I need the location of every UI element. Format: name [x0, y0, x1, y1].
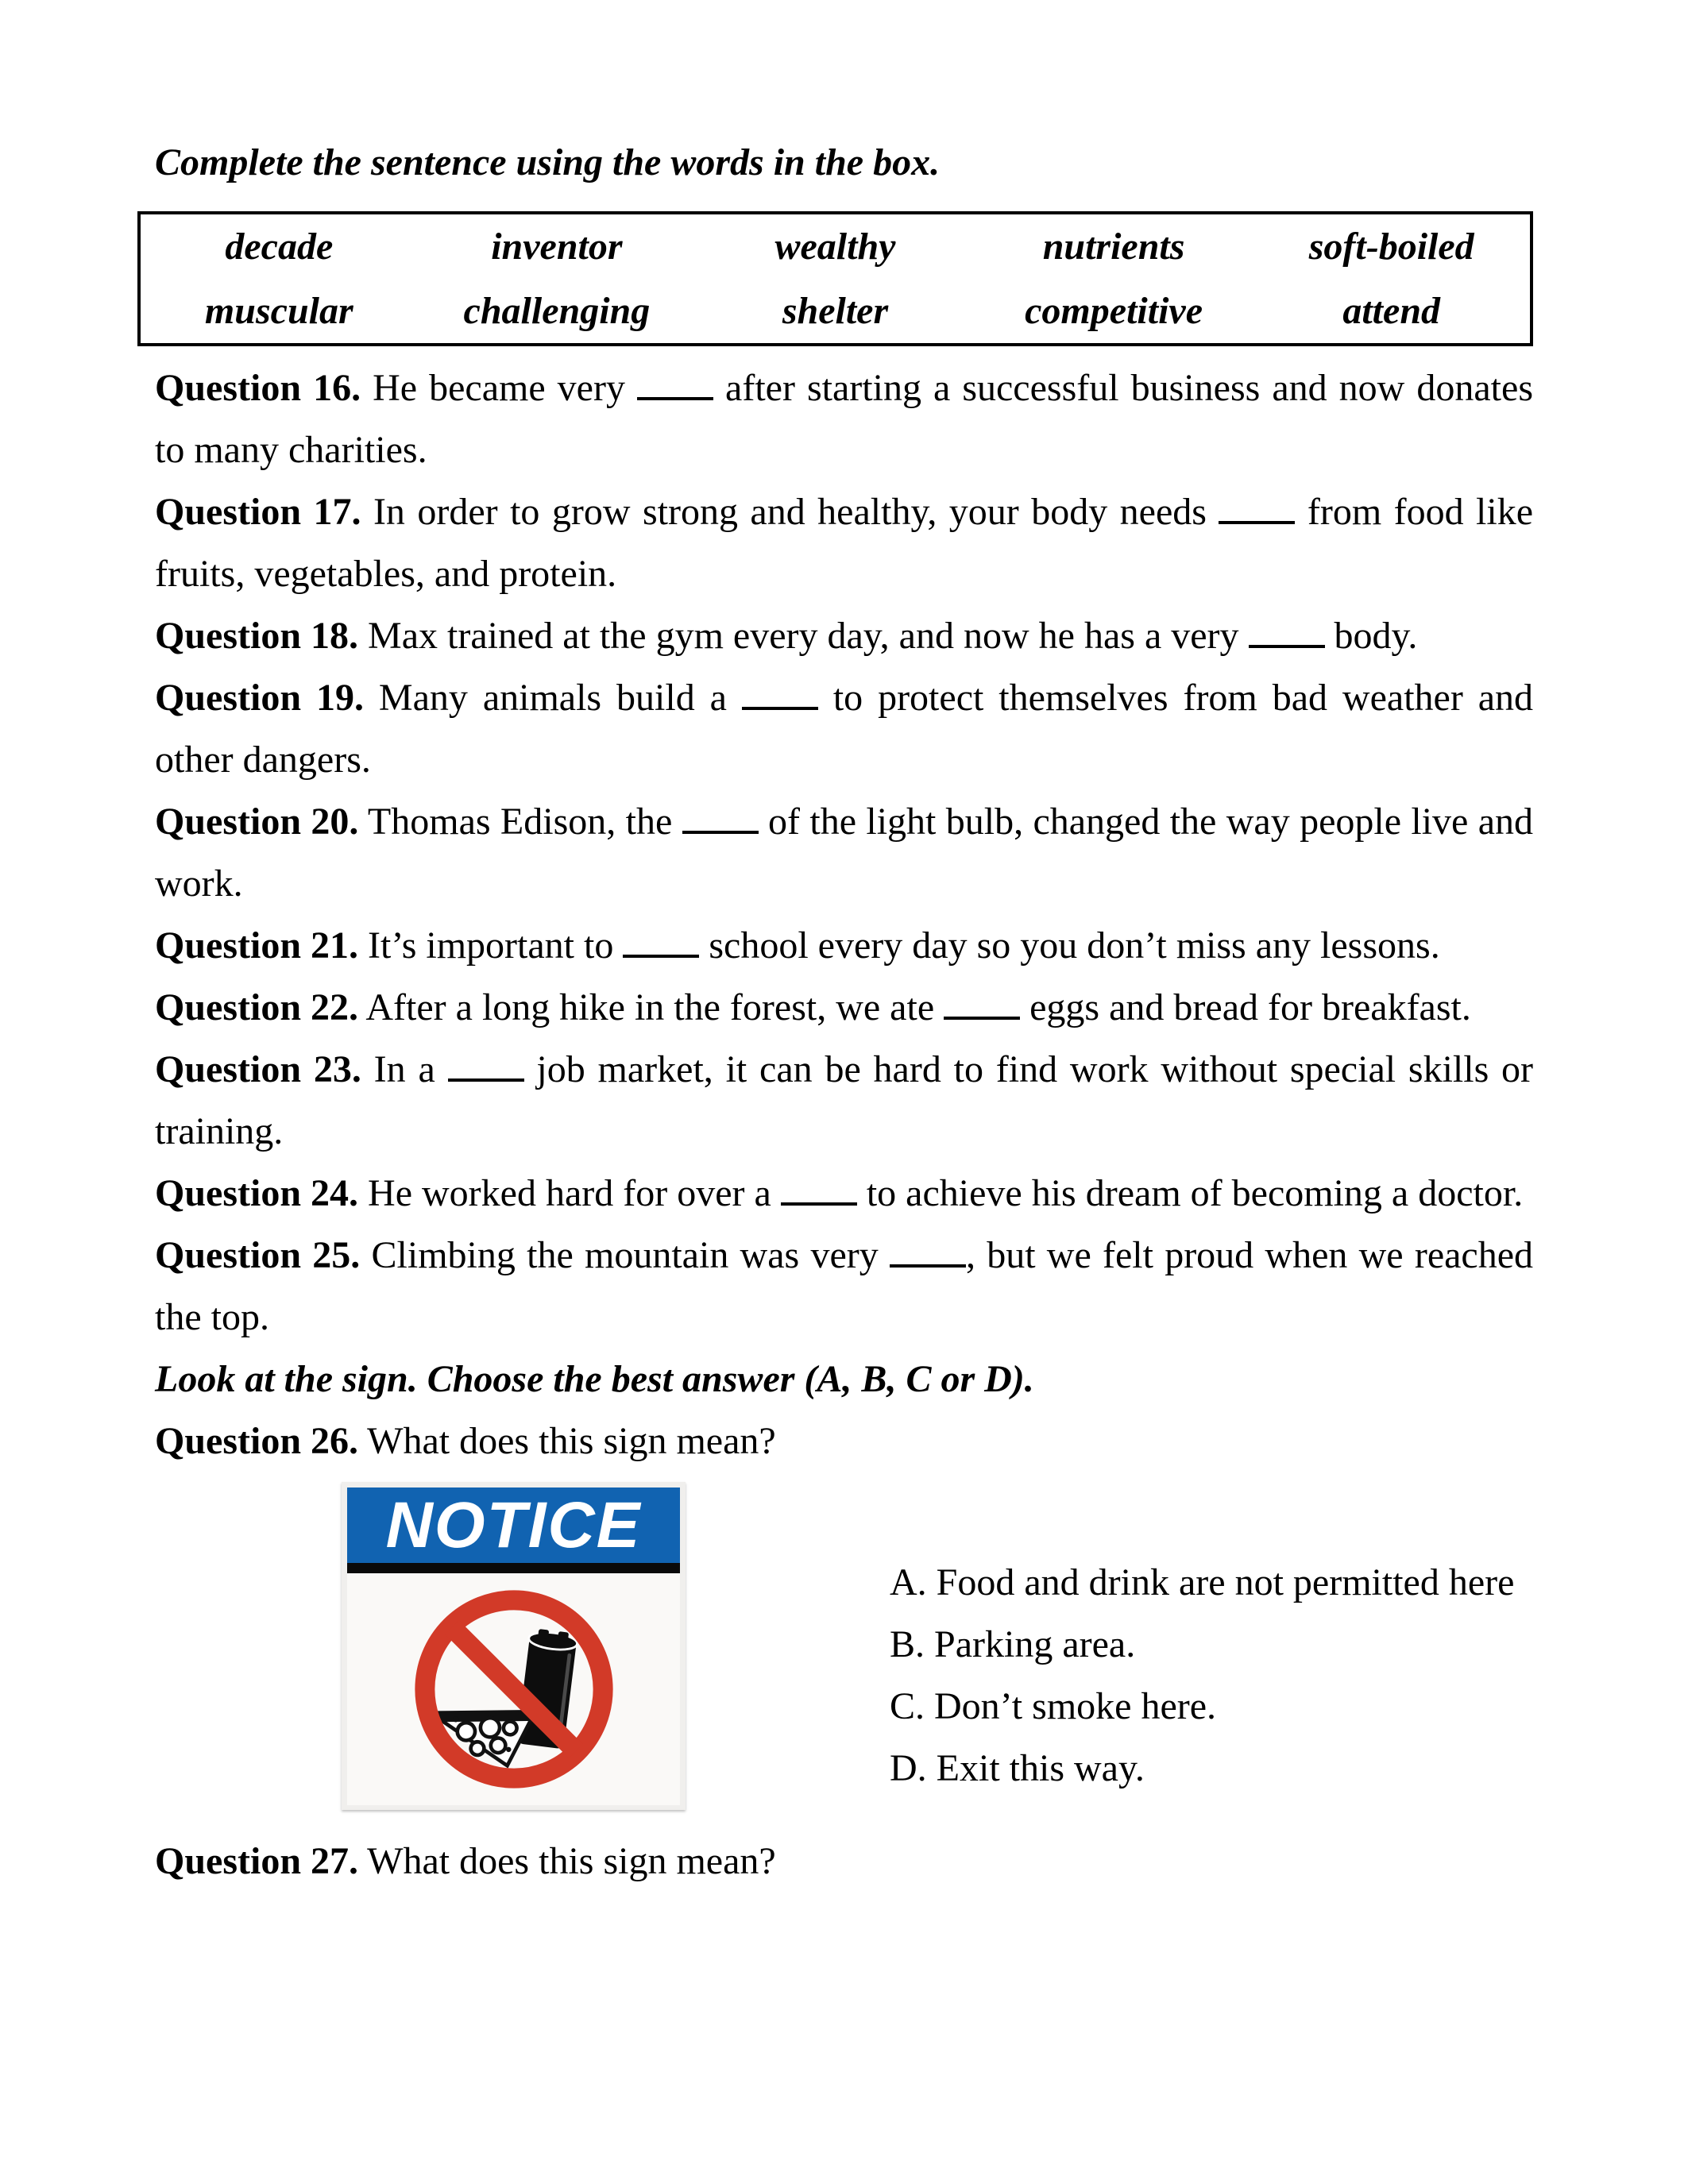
- question-label: Question 26.: [155, 1420, 359, 1462]
- question-paragraph: [155, 481, 1533, 605]
- question-label: Question 16.: [155, 367, 361, 409]
- section-heading-sign: Look at the sign. Choose the best answer (A, B, C or D).: [155, 1358, 1034, 1400]
- answer-blank: [1219, 486, 1295, 524]
- word-box-row: [139, 279, 1532, 345]
- question-label: Question 17.: [155, 491, 361, 533]
- answer-option: [890, 1738, 1514, 1800]
- question-text-after-blank: from food like fruits, vegetables, and protein.: [155, 491, 1534, 595]
- option-text: Food and drink are not permitted here: [936, 1561, 1515, 1603]
- answer-blank: [742, 672, 818, 710]
- question-26: [155, 1410, 1533, 1472]
- notice-sign-divider: [347, 1563, 680, 1573]
- question-text: What does this sign mean?: [367, 1420, 776, 1462]
- question-text: What does this sign mean?: [367, 1840, 776, 1882]
- answer-blank: [944, 982, 1020, 1020]
- question-text-after-blank: job market, it can be hard to find work without special skills or training.: [155, 1048, 1534, 1152]
- word-box-word: soft-boiled: [1308, 225, 1474, 268]
- question-text-after-blank: to achieve his dream of becoming a doctor.: [866, 1172, 1524, 1214]
- word-box-word: attend: [1342, 289, 1441, 332]
- question-text-before-blank: Max trained at the gym every day, and now he has a very: [368, 615, 1239, 657]
- word-box-word: muscular: [204, 289, 353, 332]
- question-text-before-blank: He became very: [373, 367, 625, 409]
- word-box-row: [139, 213, 1532, 279]
- option-letter: A.: [890, 1561, 927, 1603]
- question-text-after-blank: body.: [1334, 615, 1418, 657]
- option-text: Exit this way.: [936, 1747, 1145, 1789]
- question-label: Question 24.: [155, 1172, 359, 1214]
- question-text-after-blank: , but we felt proud when we reached the top.: [155, 1234, 1534, 1338]
- notice-sign-header: NOTICE: [347, 1488, 680, 1563]
- question-text-before-blank: After a long hike in the forest, we ate: [365, 986, 935, 1028]
- question-paragraph: [155, 977, 1533, 1039]
- question-paragraph: [155, 605, 1533, 667]
- question-text-before-blank: In a: [373, 1048, 435, 1090]
- fill-in-questions: [155, 357, 1533, 1349]
- question-paragraph: [155, 667, 1533, 791]
- question-27: [155, 1831, 1533, 1893]
- question-text-after-blank: after starting a successful business and now donates to many charities.: [155, 367, 1533, 471]
- word-box-word: competitive: [1025, 289, 1203, 332]
- question-label: Question 27.: [155, 1840, 359, 1882]
- question-paragraph: [155, 791, 1533, 915]
- question-text-before-blank: Thomas Edison, the: [367, 801, 673, 843]
- question-label: Question 18.: [155, 615, 359, 657]
- word-box-word: wealthy: [774, 225, 896, 268]
- answer-option: [890, 1676, 1514, 1738]
- question-paragraph: [155, 1163, 1533, 1225]
- word-box-word: decade: [225, 225, 334, 268]
- option-letter: C.: [890, 1685, 925, 1727]
- answer-blank: [781, 1167, 857, 1206]
- word-box-word: nutrients: [1042, 225, 1185, 268]
- question-text-after-blank: school every day so you don’t miss any lessons.: [709, 924, 1440, 967]
- question-text-after-blank: to protect themselves from bad weather and other dangers.: [155, 677, 1534, 781]
- question-label: Question 22.: [155, 986, 359, 1028]
- question-label: Question 21.: [155, 924, 359, 967]
- question-text-after-blank: of the light bulb, changed the way people live and work.: [155, 801, 1534, 905]
- answer-blank: [682, 796, 759, 834]
- notice-sign: [342, 1482, 686, 1810]
- question-paragraph: [155, 1039, 1533, 1163]
- answer-blank: [890, 1229, 966, 1268]
- option-text: Parking area.: [934, 1623, 1136, 1665]
- question-label: Question 23.: [155, 1048, 361, 1090]
- question-label: Question 25.: [155, 1234, 361, 1276]
- question-paragraph: [155, 357, 1533, 481]
- answer-blank: [1249, 610, 1325, 648]
- option-letter: B.: [890, 1623, 925, 1665]
- word-box-word: inventor: [491, 225, 623, 268]
- question-text-before-blank: In order to grow strong and healthy, your body needs: [373, 491, 1207, 533]
- option-letter: D.: [890, 1747, 927, 1789]
- answer-blank: [448, 1044, 524, 1082]
- question-label: Question 19.: [155, 677, 364, 719]
- question-paragraph: [155, 1225, 1533, 1349]
- word-box-word: challenging: [463, 289, 651, 332]
- word-box: [137, 211, 1533, 346]
- answer-blank: [623, 920, 699, 958]
- option-text: Don’t smoke here.: [934, 1685, 1217, 1727]
- question-label: Question 20.: [155, 801, 359, 843]
- answer-options: [890, 1482, 1514, 1800]
- question-text-before-blank: It’s important to: [368, 924, 614, 967]
- notice-sign-body: [347, 1573, 680, 1805]
- section-heading-fill-words: Complete the sentence using the words in the box.: [155, 141, 941, 183]
- sign-and-options-row: [155, 1482, 1533, 1810]
- question-text-before-blank: Climbing the mountain was very: [371, 1234, 879, 1276]
- answer-option: [890, 1552, 1514, 1614]
- answer-option: [890, 1614, 1514, 1676]
- answer-blank: [637, 362, 713, 400]
- question-text-after-blank: eggs and bread for breakfast.: [1029, 986, 1471, 1028]
- question-paragraph: [155, 915, 1533, 977]
- word-box-word: shelter: [782, 289, 889, 332]
- question-text-before-blank: Many animals build a: [378, 677, 727, 719]
- question-text-before-blank: He worked hard for over a: [368, 1172, 771, 1214]
- no-food-drink-icon: [404, 1579, 624, 1800]
